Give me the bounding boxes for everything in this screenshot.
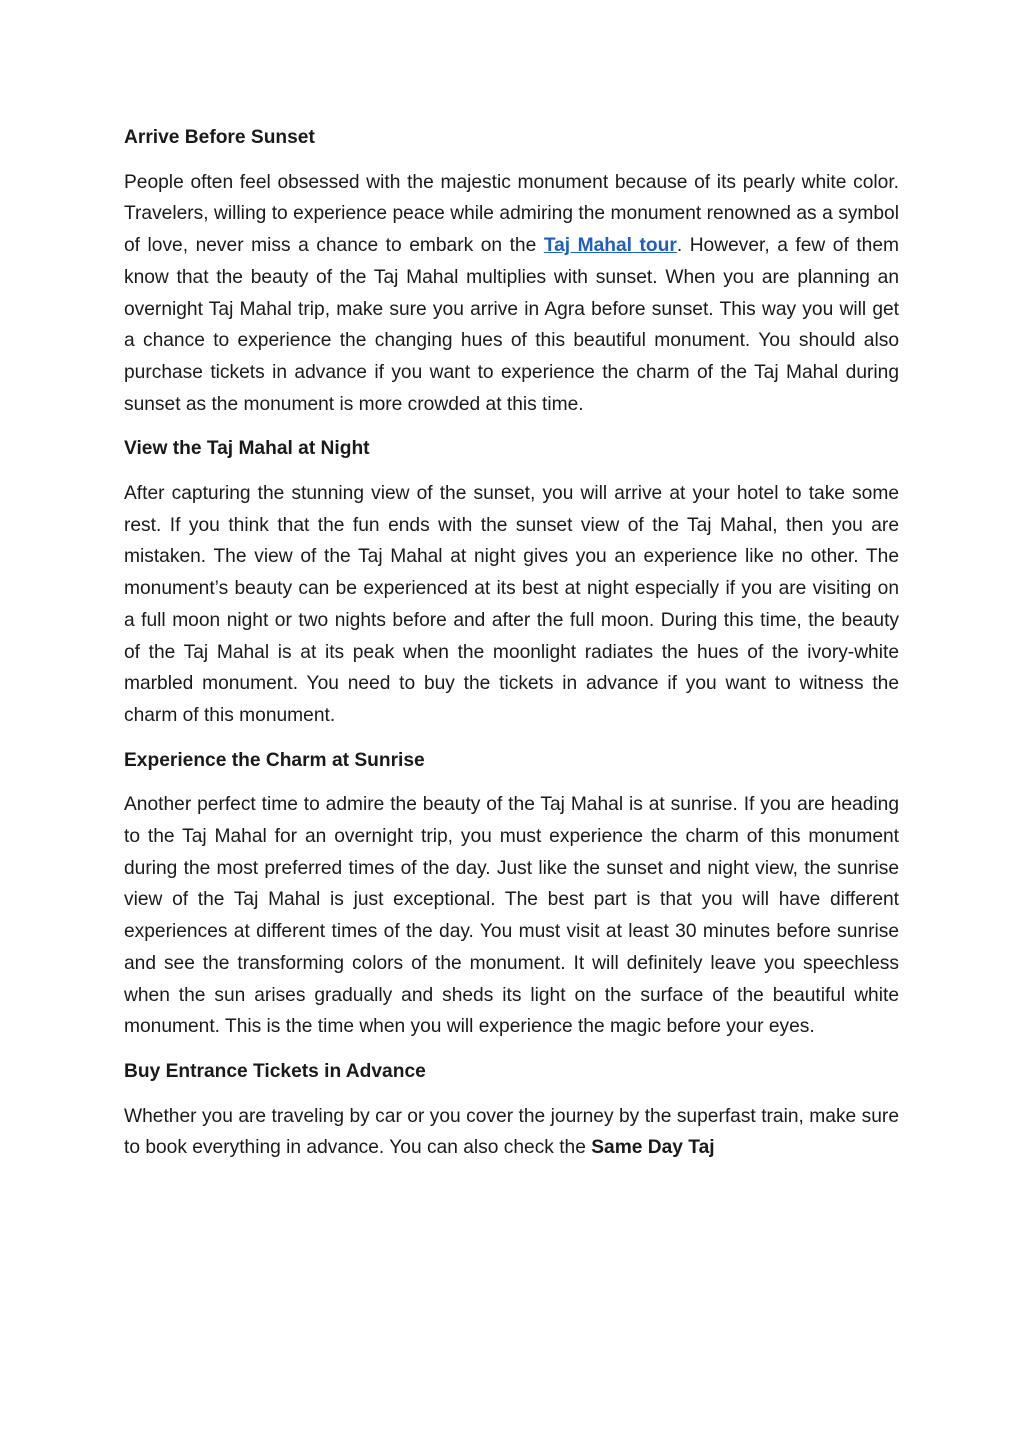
taj-mahal-tour-link[interactable]: Taj Mahal tour <box>543 235 677 257</box>
section-paragraph-sunset <box>124 167 899 421</box>
paragraph-text: . However, a few of them know that the beauty of the Taj Mahal multiplies with sunset. When you are planning an overnight Taj Mahal trip, make sure you arrive in Agra before sunset. This way you will get a chance to experience the changing hues of this beautiful monument. You should also purchase tickets in advance if you want to experience the charm of the Taj Mahal during sunset as the monument is more crowded at this time. <box>124 235 899 415</box>
section-paragraph-sunrise: Another perfect time to admire the beauty of the Taj Mahal is at sunrise. If you are heading to the Taj Mahal for an overnight trip, you must experience the charm of this monument during the most preferred times of the day. Just like the sunset and night view, the sunrise view of the Taj Mahal is just exceptional. The best part is that you will have different experiences at different times of the day. You must visit at least 30 minutes before sunrise and see the transforming colors of the monument. It will definitely leave you speechless when the sun arises gradually and sheds its light on the surface of the beautiful white monument. This is the time when you will experience the magic before your eyes. <box>124 794 899 1038</box>
section-heading-sunrise: Experience the Charm at Sunrise <box>124 749 425 771</box>
section-paragraph-night: After capturing the stunning view of the sunset, you will arrive at your hotel to take some rest. If you think that the fun ends with the sunset view of the Taj Mahal, then you are mistaken. The view of the Taj Mahal at night gives you an experience like no other. The monument’s beauty can be experienced at its best at night especially if you are visiting on a full moon night or two nights before and after the full moon. During this time, the beauty of the Taj Mahal is at its peak when the moonlight radiates the hues of the ivory-white marbled monument. You need to buy the tickets in advance if you want to witness the charm of this monument. <box>124 483 899 726</box>
same-day-taj-bold-text: Same Day Taj <box>591 1137 715 1159</box>
section-paragraph-tickets <box>124 1101 899 1164</box>
paragraph-text: Whether you are traveling by car or you cover the journey by the superfast train, make sure to book everything in advance. You can also check the <box>124 1105 899 1159</box>
section-heading-night: View the Taj Mahal at Night <box>124 438 370 460</box>
paragraph-text: People often feel obsessed with the majestic monument because of its pearly white color. Travelers, willing to experience peace while admiring the monument renowned as a symbol of love, never miss a chance to embark on the <box>124 171 899 257</box>
section-heading-tickets: Buy Entrance Tickets in Advance <box>124 1060 426 1082</box>
section-heading-sunset: Arrive Before Sunset <box>124 127 315 148</box>
document-page <box>124 122 899 1177</box>
